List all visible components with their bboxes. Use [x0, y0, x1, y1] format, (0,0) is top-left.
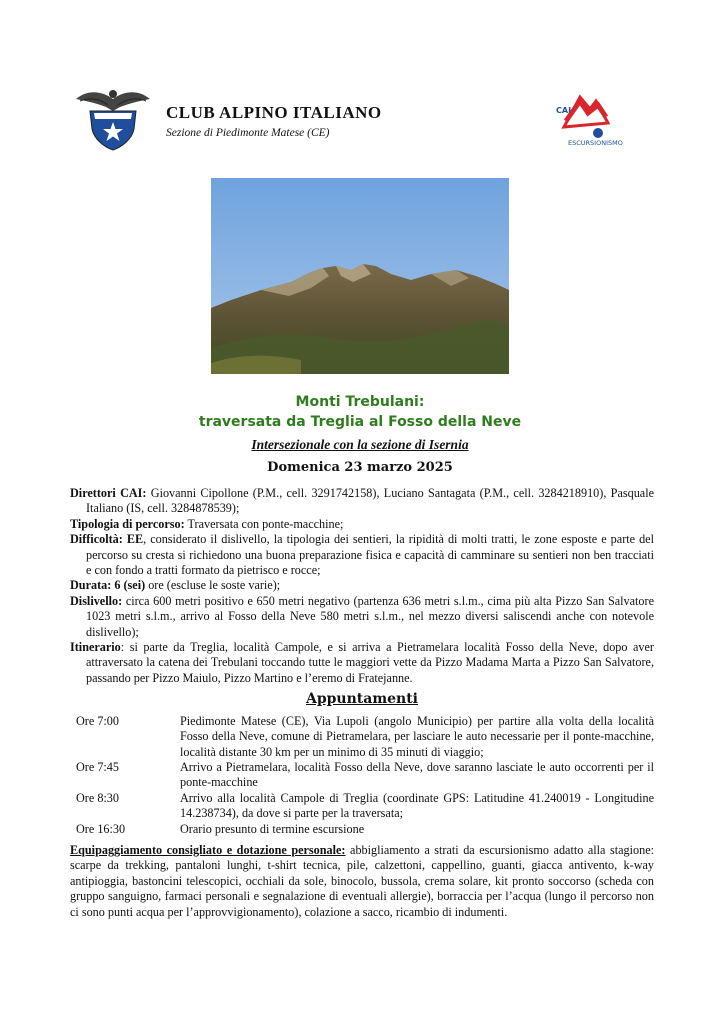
- itinerary-label: Itinerario: [70, 640, 121, 655]
- table-row: [70, 760, 654, 791]
- subtitle: Intersezionale con la sezione di Isernia: [251, 437, 469, 452]
- difficulty-text: , considerato il dislivello, la tipologia dei sentieri, la ripidità di molti tratti, le zone esposte e parte del percorso su cresta si richiedono una buona preparazione fisica e capacità di camminare su sentieri non ben tracciati e con fondo a tratti formato da pietrisco e rocce;: [86, 532, 654, 578]
- appointment-desc: Arrivo a Pietramelara, località Fosso della Neve, dove saranno lasciate le auto occorrenti per il ponte-macchine: [180, 759, 654, 790]
- appointment-desc: Piedimonte Matese (CE), Via Lupoli (angolo Municipio) per partire alla volta della località Fosso della Neve, comune di Pietramelara, per lasciare le auto necessarie per il ponte-macchine, località distante 30 km per un minimo di 35 minuti di viaggio;: [180, 713, 654, 759]
- type-paragraph: [70, 517, 654, 532]
- directors-label: Direttori CAI:: [70, 486, 147, 500]
- page-header: [74, 85, 654, 155]
- appointment-desc: Arrivo alla località Campole di Treglia (coordinate GPS: Latitudine 41.240019 - Longitudine 14.238734), da dove si parte per la traversata;: [180, 790, 654, 821]
- equipment-label: Equipaggiamento consigliato e dotazione personale:: [70, 842, 346, 857]
- cai-eagle-logo: [74, 85, 152, 151]
- directors-text: Giovanni Cipollone (P.M., cell. 3291742158), Luciano Santagata (P.M., cell. 3284218910), Pasquale Italiano (IS, cell. 3284878539);: [86, 486, 654, 516]
- table-row: [70, 714, 654, 760]
- appointment-time: Ore 8:30: [76, 790, 119, 805]
- appointments-title: Appuntamenti: [305, 691, 419, 708]
- appointment-desc: Orario presunto di termine escursione: [180, 821, 365, 836]
- type-text: Traversata con ponte-macchine;: [184, 516, 344, 531]
- cai-escursionismo-logo: [554, 87, 623, 149]
- appointment-time: Ore 7:00: [76, 713, 119, 728]
- title-line-2: traversata da Treglia al Fosso della Neve: [198, 414, 522, 430]
- mountain-photo: [211, 178, 509, 374]
- elevation-paragraph: [70, 594, 654, 640]
- difficulty-value: EE: [122, 532, 144, 547]
- duration-text: ore (escluse le soste varie);: [145, 578, 281, 593]
- org-block: [166, 103, 382, 139]
- logo-right-cai: CAI: [556, 106, 572, 115]
- elevation-text: circa 600 metri positivo e 650 metri negativo (partenza 636 metri s.l.m., cima più alta Pizzo San Salvatore 1023 metri s.l.m., arrivo al Fosso della Neve 580 metri s.l.m., nel mezzo diversi saliscendi anche con notevole dislivello);: [86, 593, 654, 639]
- document-body: [70, 486, 654, 920]
- appointments-table: [70, 714, 654, 837]
- org-name: CLUB ALPINO ITALIANO: [166, 103, 382, 122]
- elevation-label: Dislivello:: [70, 593, 123, 608]
- itinerary-text: : si parte da Treglia, località Campole, e si arriva a Pietramelara località Fosso della Neve, dopo aver attraversato la catena dei Trebulani toccando tutte le maggiori vette da Pizzo Madama Marta a Pizzo San Salvatore, passando per Pizzo Maiulo, Pizzo Martino e l’eremo di Fratejanne.: [86, 640, 654, 685]
- difficulty-label: Difficoltà:: [70, 532, 123, 547]
- table-row: [70, 791, 654, 822]
- directors-paragraph: [70, 486, 654, 517]
- duration-paragraph: [70, 578, 654, 593]
- table-row: [70, 822, 654, 837]
- difficulty-paragraph: [70, 532, 654, 578]
- type-label: Tipologia di percorso:: [70, 516, 185, 531]
- appointment-time: Ore 16:30: [76, 821, 126, 836]
- itinerary-paragraph: [70, 640, 654, 686]
- event-date: Domenica 23 marzo 2025: [267, 460, 453, 475]
- equipment-text: abbigliamento a strati da escursionismo adatto alla stagione: scarpe da trekking, pantaloni lunghi, t-shirt tecnica, pile, calzettoni, cappellino, guanti, giacca antivento, k-way antipioggia, bastoncini telescopici, occhiali da sole, binocolo, bussola, crema solare, kit pronto soccorso (scheda con gruppo sanguigno, farmaci personali e segnalazione di eventuali allergie), borraccia per l’acqua (lungo il percorso non ci sono punti acqua per l’approvvigionamento), colazione a sacco, ricambio di indumenti.: [70, 842, 655, 919]
- title-line-1: Monti Trebulani:: [295, 394, 425, 410]
- equipment-paragraph: [70, 843, 654, 920]
- duration-value: 6 (sei): [111, 578, 146, 593]
- duration-label: Durata:: [70, 578, 112, 593]
- org-section: Sezione di Piedimonte Matese (CE): [166, 127, 330, 139]
- appointment-time: Ore 7:45: [76, 759, 119, 774]
- logo-right-escursionismo: ESCURSIONISMO: [568, 139, 623, 147]
